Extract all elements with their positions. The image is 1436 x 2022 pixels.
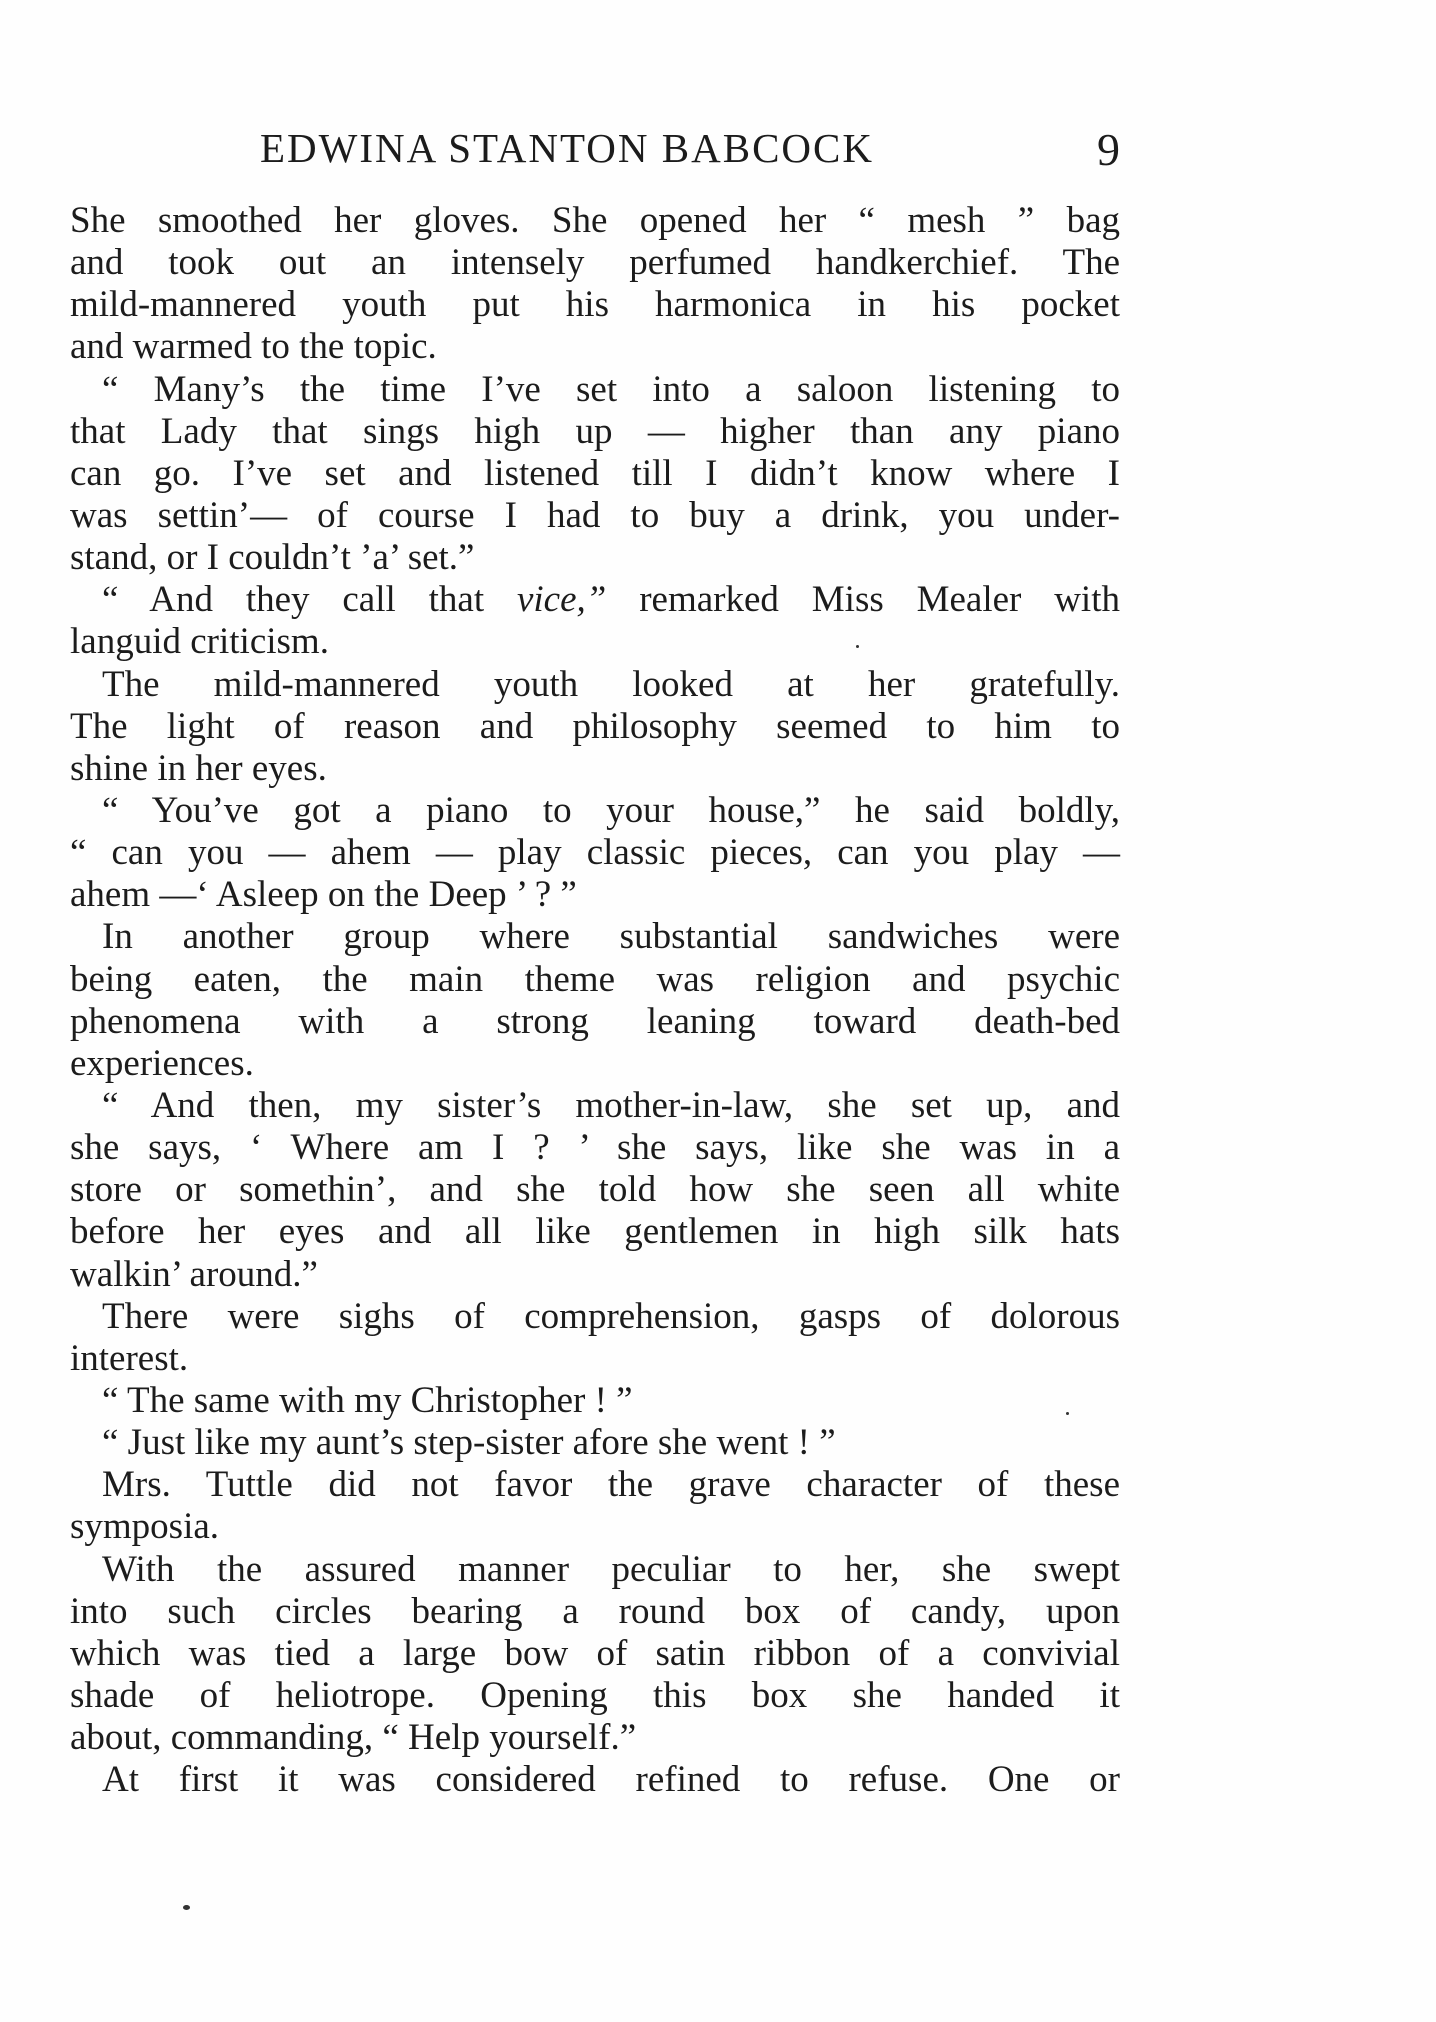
- scan-speck: [1066, 1412, 1069, 1415]
- text-line: symposia.: [70, 1506, 220, 1548]
- text-line: walkin’ around.”: [70, 1253, 318, 1295]
- text-line: “ can you — ahem — play classic pieces, can you play —: [70, 832, 1120, 874]
- running-head: [70, 118, 1120, 178]
- text-line: stand, or I couldn’t ’a’ set.”: [70, 537, 475, 579]
- body-text: [70, 200, 1120, 1801]
- text-line: “ Many’s the time I’ve set into a saloon listening to: [102, 368, 1120, 410]
- text-line: “ Just like my aunt’s step-sister afore she went ! ”: [102, 1422, 836, 1464]
- text-line: shade of heliotrope. Opening this box she handed it: [70, 1674, 1120, 1716]
- text-line: and took out an intensely perfumed handkerchief. The: [70, 242, 1120, 284]
- text-line: being eaten, the main theme was religion and psychic: [70, 958, 1120, 1000]
- text-line: mild-mannered youth put his harmonica in his pocket: [70, 284, 1120, 326]
- text-line: which was tied a large bow of satin ribbon of a convivial: [70, 1632, 1120, 1674]
- text-line: Mrs. Tuttle did not favor the grave character of these: [102, 1464, 1120, 1506]
- text-line: that Lady that sings high up — higher than any piano: [70, 410, 1120, 452]
- running-title: EDWINA STANTON BABCOCK: [260, 125, 874, 171]
- text-line: ahem —‘ Asleep on the Deep ’ ? ”: [70, 874, 577, 916]
- text-line: store or somethin’, and she told how she seen all white: [70, 1169, 1120, 1211]
- text-line: She smoothed her gloves. She opened her “ mesh ” bag: [70, 200, 1120, 241]
- text-line: In another group where substantial sandwiches were: [102, 916, 1120, 958]
- text-run: remarked Miss Mealer with: [606, 579, 1120, 621]
- scan-speck: [183, 1905, 190, 1910]
- scan-speck: [856, 645, 859, 648]
- text-line: “ The same with my Christopher ! ”: [102, 1379, 633, 1421]
- text-line: With the assured manner peculiar to her, she swept: [102, 1548, 1120, 1590]
- text-line: At first it was considered refined to refuse. One or: [102, 1759, 1120, 1801]
- text-line: languid criticism.: [70, 621, 329, 663]
- text-line: into such circles bearing a round box of candy, upon: [70, 1590, 1120, 1632]
- text-line: phenomena with a strong leaning toward death-bed: [70, 1000, 1120, 1042]
- text-line: The mild-mannered youth looked at her gratefully.: [102, 663, 1120, 705]
- text-line: she says, ‘ Where am I ? ’ she says, like she was in a: [70, 1127, 1120, 1169]
- page-number: 9: [1097, 124, 1120, 175]
- text-line: [70, 579, 1120, 621]
- text-line: experiences.: [70, 1042, 254, 1084]
- text-line: before her eyes and all like gentlemen in high silk hats: [70, 1211, 1120, 1253]
- text-line: can go. I’ve set and listened till I didn’t know where I: [70, 452, 1120, 494]
- text-line: shine in her eyes.: [70, 747, 327, 789]
- text-line: and warmed to the topic.: [70, 326, 437, 368]
- text-line: was settin’— of course I had to buy a drink, you under-: [70, 494, 1120, 536]
- text-line: The light of reason and philosophy seemed to him to: [70, 705, 1120, 747]
- text-line: “ And then, my sister’s mother-in-law, she set up, and: [102, 1084, 1120, 1126]
- text-line: about, commanding, “ Help yourself.”: [70, 1717, 637, 1759]
- text-line: There were sighs of comprehension, gasps of dolorous: [102, 1295, 1120, 1337]
- text-line: “ You’ve got a piano to your house,” he said boldly,: [102, 789, 1120, 831]
- italic-word: vice,”: [516, 579, 607, 621]
- text-line: interest.: [70, 1337, 189, 1379]
- text-run: “ And they call that: [102, 579, 517, 621]
